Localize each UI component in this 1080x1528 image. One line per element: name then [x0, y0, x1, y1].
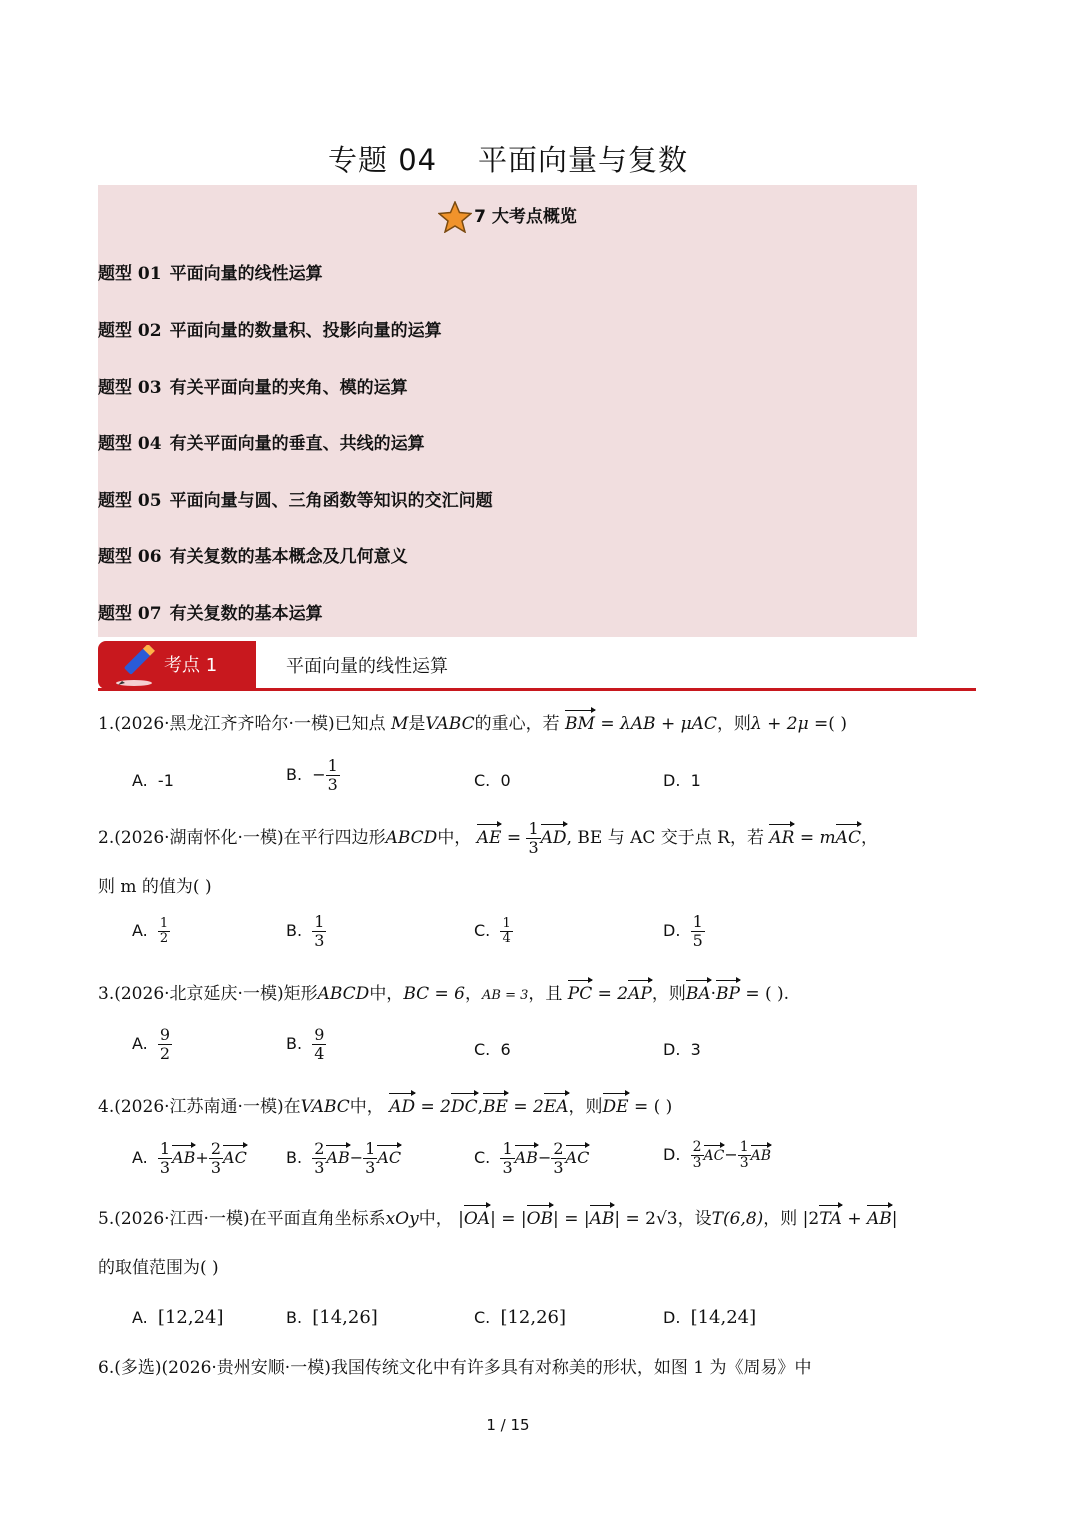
question-3: 3.(2026·北京延庆·一模)矩形ABCD中，BC = 6，AB = 3，且 PC = 2AP，则BA·BP = ( ).	[98, 984, 790, 1004]
page-number: 1 / 15	[486, 1416, 530, 1434]
section-tab-label: 考点 1	[164, 655, 218, 676]
option-5b[interactable]: B. [14,26]	[286, 1307, 378, 1328]
option-3b[interactable]: B. $\frac{9}{4}$	[286, 1025, 325, 1063]
question-2-line2: 则 m 的值为( )	[98, 877, 212, 897]
overview-item: 题型 04 有关平面向量的垂直、共线的运算	[98, 434, 425, 454]
option-4a[interactable]: A. $\frac{1}{3}$ AB+ $\frac{2}{3}$ AC	[132, 1139, 247, 1177]
section-tab	[98, 641, 256, 689]
overview-item: 题型 02 平面向量的数量积、投影向量的运算	[98, 321, 442, 341]
overview-item: 题型 07 有关复数的基本运算	[98, 604, 323, 624]
option-4d[interactable]: D. $\frac{2}{3}$ AC− $\frac{1}{3}$ AB	[663, 1139, 772, 1171]
section-title: 平面向量的线性运算	[286, 656, 448, 677]
overview-header-label: 7 大考点概览	[474, 207, 577, 227]
option-1a[interactable]: A. -1	[132, 771, 174, 790]
question-4: 4.(2026·江苏南通·一模)在VABC中， AD = 2DC,BE = 2EA，则DE = ( )	[98, 1097, 673, 1117]
overview-item: 题型 01 平面向量的线性运算	[98, 264, 323, 284]
question-6: 6.(多选)(2026·贵州安顺·一模)我国传统文化中有许多具有对称美的形状，如图 1 为《周易》中	[98, 1358, 812, 1378]
page-title: 专题 04 平面向量与复数	[328, 143, 688, 177]
question-1: 1.(2026·黑龙江齐齐哈尔·一模)已知点 M是VABC的重心，若 BM = λAB + μAC，则λ + 2μ =( )	[98, 714, 847, 734]
option-2d[interactable]: D. $\frac{1}{5}$	[663, 912, 703, 950]
option-5c[interactable]: C. [12,26]	[474, 1307, 567, 1328]
option-3c[interactable]: C. 6	[474, 1040, 511, 1059]
option-1c[interactable]: C. 0	[474, 771, 511, 790]
overview-header	[98, 201, 917, 233]
overview-item: 题型 05 平面向量与圆、三角函数等知识的交汇问题	[98, 491, 493, 511]
question-5-line2: 的取值范围为( )	[98, 1258, 219, 1278]
option-2b[interactable]: B. $\frac{1}{3}$	[286, 912, 325, 950]
pencil-icon	[114, 645, 162, 689]
option-5a[interactable]: A. [12,24]	[132, 1307, 224, 1328]
option-1b[interactable]: B. − $\frac{1}{3}$	[286, 756, 338, 794]
question-2: 2.(2026·湖南怀化·一模)在平行四边形ABCD中， AE = $\frac{1}{3}$ AD, BE 与 AC 交于点 R，若 AR = mAC，	[98, 819, 878, 857]
question-5: 5.(2026·江西·一模)在平面直角坐标系xOy中， |OA| = |OB| = |AB| = 2√3，设T(6,8)，则 |2TA + AB|	[98, 1209, 898, 1229]
option-3d[interactable]: D. 3	[663, 1040, 701, 1059]
option-2a[interactable]: A. $\frac{1}{2}$	[132, 916, 169, 946]
overview-item: 题型 03 有关平面向量的夹角、模的运算	[98, 378, 408, 398]
star-icon	[438, 201, 472, 233]
option-4b[interactable]: B. $\frac{2}{3}$ AB− $\frac{1}{3}$ AC	[286, 1139, 402, 1177]
option-3a[interactable]: A. $\frac{9}{2}$	[132, 1025, 171, 1063]
option-4c[interactable]: C. $\frac{1}{3}$ AB− $\frac{2}{3}$ AC	[474, 1139, 590, 1177]
section-divider	[98, 688, 976, 691]
overview-item: 题型 06 有关复数的基本概念及几何意义	[98, 547, 408, 567]
option-1d[interactable]: D. 1	[663, 771, 701, 790]
option-2c[interactable]: C. $\frac{1}{4}$	[474, 916, 511, 946]
option-5d[interactable]: D. [14,24]	[663, 1307, 757, 1328]
overview-box	[98, 185, 917, 637]
